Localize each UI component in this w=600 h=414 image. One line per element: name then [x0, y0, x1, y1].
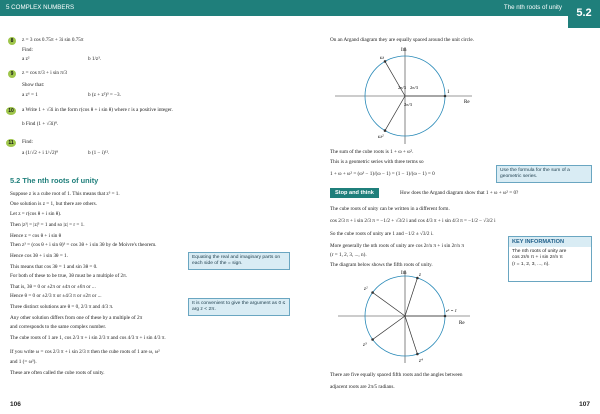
- re-label: Re: [464, 100, 470, 105]
- body-line: That is, 3θ = 0 or ±2π or ±4π or ±6π or ...: [10, 284, 96, 290]
- angle-label: 2π/3: [398, 85, 407, 90]
- body-line: One solution is z = 1, but there are others.: [10, 201, 97, 207]
- key-information-box: [508, 236, 592, 282]
- q8-find: Find:: [22, 47, 33, 53]
- right-header-band: [300, 0, 600, 16]
- omega-squared-label: ω²: [378, 134, 384, 140]
- radius-to-z: [405, 278, 417, 316]
- body-line: For both of these to be true, 3θ must be a multiple of 2π.: [10, 273, 128, 279]
- body-line: and 1 (= ω³).: [10, 359, 37, 365]
- im-label: Im: [401, 271, 407, 276]
- body-line: This means that cos 3θ = 1 and sin 3θ = 0.: [10, 264, 98, 270]
- page-number-right: 107: [579, 401, 590, 408]
- q11-a: a (1/√2 + i 1/√2)⁸: [22, 150, 59, 156]
- right-page: [300, 0, 600, 414]
- root-point-omega: [384, 60, 387, 63]
- root-point-omega-squared: [384, 129, 387, 132]
- side-note-argument: It is convenient to give the argument as 0 ≤ arg z < 2π.: [188, 298, 290, 316]
- radius-to-z3: [373, 316, 405, 340]
- body-line: The cube roots of 1 are 1, cos 2/3 π + i sin 2/3 π and cos 4/3 π + i sin 4/3 π.: [10, 335, 166, 341]
- key-information-body: [509, 247, 591, 270]
- question-11-badge: 11: [6, 139, 16, 147]
- body-line: Hence cos 3θ + i sin 3θ = 1.: [10, 253, 68, 259]
- section-tab: 5.2: [568, 0, 600, 28]
- body-line: Any other solution differs from one of these by a multiple of 2π: [10, 315, 143, 321]
- body-line: Then z³ = (cos θ + i sin θ)³ = cos 3θ + i sin 3θ by de Moivre's theorem.: [10, 242, 157, 248]
- key-info-line: cos 2r/n π + i sin 2r/n π: [512, 255, 563, 261]
- cube-roots-argand-diagram: [330, 44, 480, 148]
- im-label: Im: [401, 48, 407, 53]
- page-number-left: 106: [10, 401, 21, 408]
- angle-label: 2π/3: [404, 102, 413, 107]
- q8-b: b 1/z³.: [88, 56, 102, 62]
- spaced-line-1: There are five equally spaced fifth roots and the angles between: [330, 372, 463, 378]
- one-label: 1: [447, 90, 450, 95]
- root-point: [371, 291, 374, 294]
- body-line: These are often called the cube roots of unity.: [10, 370, 105, 376]
- root-point: [416, 353, 419, 356]
- geometric-equation: 1 + ω + ω² = (ω³ − 1)/(ω − 1) = (1 − 1)/(ω − 1) = 0: [330, 171, 435, 177]
- left-header-band: [0, 0, 300, 16]
- stop-and-think-label: Stop and think: [330, 188, 379, 198]
- side-note-equating: Equating the real and imaginary parts on each side of the = sign.: [188, 252, 290, 270]
- q8-stem: z = 3 cos 0.75π + 3i sin 0.75π: [22, 37, 84, 43]
- intro-line: On an Argand diagram they are equally spaced around the unit circle.: [330, 37, 474, 43]
- spaced-line-2: adjacent roots are 2π/5 radians.: [330, 384, 395, 390]
- general-roots-range: (r = 1, 2, 3, ..., n).: [330, 252, 367, 258]
- radius-to-z4: [405, 316, 417, 354]
- general-roots-line: More generally the nth roots of unity are cos 2r/n π + i sin 2r/n π: [330, 243, 464, 249]
- chapter-title: 5 COMPLEX NUMBERS: [6, 4, 75, 11]
- body-line: Suppose z is a cube root of 1. This means that z³ = 1.: [10, 191, 120, 197]
- key-info-line: The nth roots of unity are: [512, 249, 567, 254]
- q9-show: Show that:: [22, 82, 45, 88]
- question-9-badge: 9: [8, 70, 16, 78]
- z2-label: z²: [364, 287, 368, 292]
- side-note-geometric: Use the formula for the sum of a geometric series.: [496, 165, 592, 183]
- root-point: [371, 338, 374, 341]
- z5-label: z⁵ = 1: [446, 308, 457, 313]
- angle-label: 2π/3: [410, 85, 419, 90]
- re-label: Re: [459, 321, 465, 326]
- body-line: Let z = r(cos θ + i sin θ).: [10, 211, 62, 217]
- body-line: If you write ω = cos 2/3 π + i sin 2/3 π then the cube roots of 1 are ω, ω²: [10, 349, 160, 355]
- section-title: The nth roots of unity: [503, 4, 562, 11]
- so-line: So the cube roots of unity are 1 and −1/2 ± √3/2 i.: [330, 231, 434, 237]
- question-10-badge: 10: [6, 107, 16, 115]
- q11-find: Find:: [22, 139, 33, 145]
- different-form-line: The cube roots of unity can be written in a different form.: [330, 206, 450, 212]
- radius-to-omega-squared: [385, 96, 405, 131]
- q9-b: b (z + z²)³ = −3.: [88, 92, 121, 98]
- section-heading: 5.2 The nth roots of unity: [10, 176, 99, 185]
- stop-question: How does the Argand diagram show that 1 + ω + ω² = 0?: [400, 190, 519, 196]
- fifth-roots-argand-diagram: [330, 266, 480, 366]
- root-point: [444, 315, 447, 318]
- q11-b: b (1 − i)¹².: [88, 150, 110, 156]
- radius-to-z2: [373, 293, 405, 317]
- different-form-equation: cos 2/3 π + i sin 2/3 π = −1/2 + √3/2 i and cos 4/3 π + i sin 4/3 π = −1/2 − √3/2 i: [330, 218, 496, 224]
- q10-b: b Find (1 + √3i)⁸.: [22, 121, 59, 127]
- sum-line: The sum of the cube roots is 1 + ω + ω².: [330, 149, 414, 155]
- key-information-title: KEY INFORMATION: [509, 237, 591, 247]
- body-line: Three distinct solutions are θ = 0, 2/3 π and 4/3 π.: [10, 304, 114, 310]
- z-label: z: [419, 273, 421, 278]
- q8-a: a z²: [22, 56, 30, 62]
- root-point-1: [444, 95, 447, 98]
- z3-label: z³: [363, 343, 367, 348]
- z4-label: z⁴: [419, 359, 423, 364]
- geometric-line: This is a geometric series with three terms so: [330, 159, 424, 165]
- q9-a: a z⁶ = 1: [22, 92, 38, 98]
- q10-a: a Write 1 + √3i in the form r(cos θ + i sin θ) where r is a positive integer.: [22, 107, 173, 113]
- omega-label: ω: [380, 55, 384, 61]
- body-line: Hence z = cos θ + i sin θ: [10, 233, 62, 239]
- body-line: Hence θ = 0 or ±2/3 π or ±4/3 π or ±2π or ...: [10, 293, 102, 299]
- question-8-badge: 8: [8, 37, 16, 45]
- body-line: and corresponds to the same complex number.: [10, 324, 107, 330]
- radius-to-omega: [385, 61, 405, 96]
- key-info-line: (r = 1, 2, 3, ..., n).: [512, 261, 550, 267]
- body-line: Then |z³| = |z|³ = 1 and so |z| = r = 1.: [10, 222, 85, 228]
- q9-stem: z = cos π/3 + i sin π/3: [22, 70, 67, 76]
- fifth-roots-line: The diagram below shows the fifth roots of unity.: [330, 262, 433, 268]
